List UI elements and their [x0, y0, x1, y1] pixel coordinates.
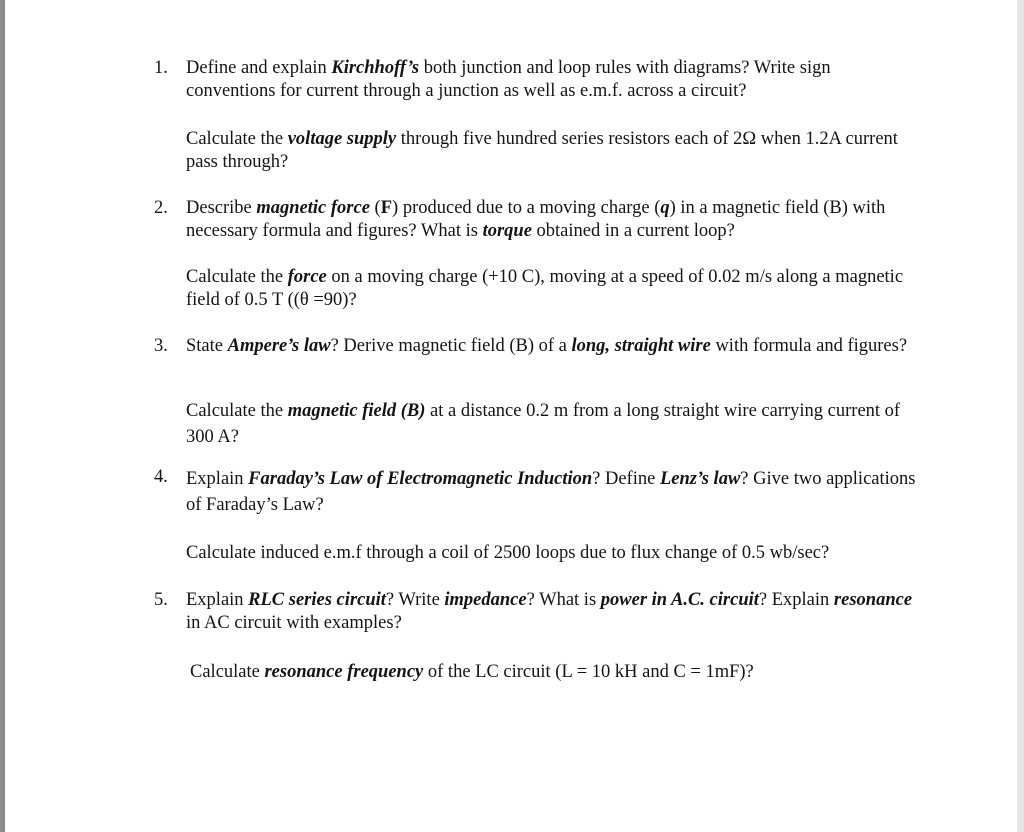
calculation-problem: Calculate induced e.m.f through a coil of 2500 loops due to flux change of 0.5 wb/sec?: [186, 543, 830, 563]
question-number: 5.: [154, 590, 168, 610]
question-text: Explain RLC series circuit? Write impedance? What is power in A.C. circuit? Explain resonance in AC circuit with examples?: [186, 590, 913, 633]
calculation-problem: Calculate the voltage supply through five hundred series resistors each of 2Ω when 1.2A current pass through?: [186, 129, 898, 172]
calculation-problem: Calculate resonance frequency of the LC circuit (L = 10 kH and C = 1mF)?: [190, 662, 754, 682]
question-text: Define and explain Kirchhoff’s both junction and loop rules with diagrams? Write sign conventions for current through a junction as well as e.m.f. across a circuit?: [186, 58, 831, 101]
question-number: 1.: [154, 58, 168, 78]
calculation-problem: Calculate the magnetic field (B) at a distance 0.2 m from a long straight wire carrying current of 300 A?: [186, 401, 901, 447]
question-number: 3.: [154, 336, 168, 356]
document-page: [5, 0, 1017, 832]
calculation-problem: Calculate the force on a moving charge (+10 C), moving at a speed of 0.02 m/s along a magnetic field of 0.5 T ((θ =90)?: [186, 267, 904, 310]
question-text: State Ampere’s law? Derive magnetic field (B) of a long, straight wire with formula and figures?: [186, 336, 908, 356]
question-number: 4.: [154, 467, 168, 487]
question-text: Explain Faraday’s Law of Electromagnetic Induction? Define Lenz’s law? Give two applications of Faraday’s Law?: [186, 469, 916, 515]
viewer-right-edge: [1017, 0, 1024, 832]
question-text: Describe magnetic force (F) produced due to a moving charge (q) in a magnetic field (B) with necessary formula and figures? What is torque obtained in a current loop?: [186, 198, 886, 241]
question-number: 2.: [154, 198, 168, 218]
